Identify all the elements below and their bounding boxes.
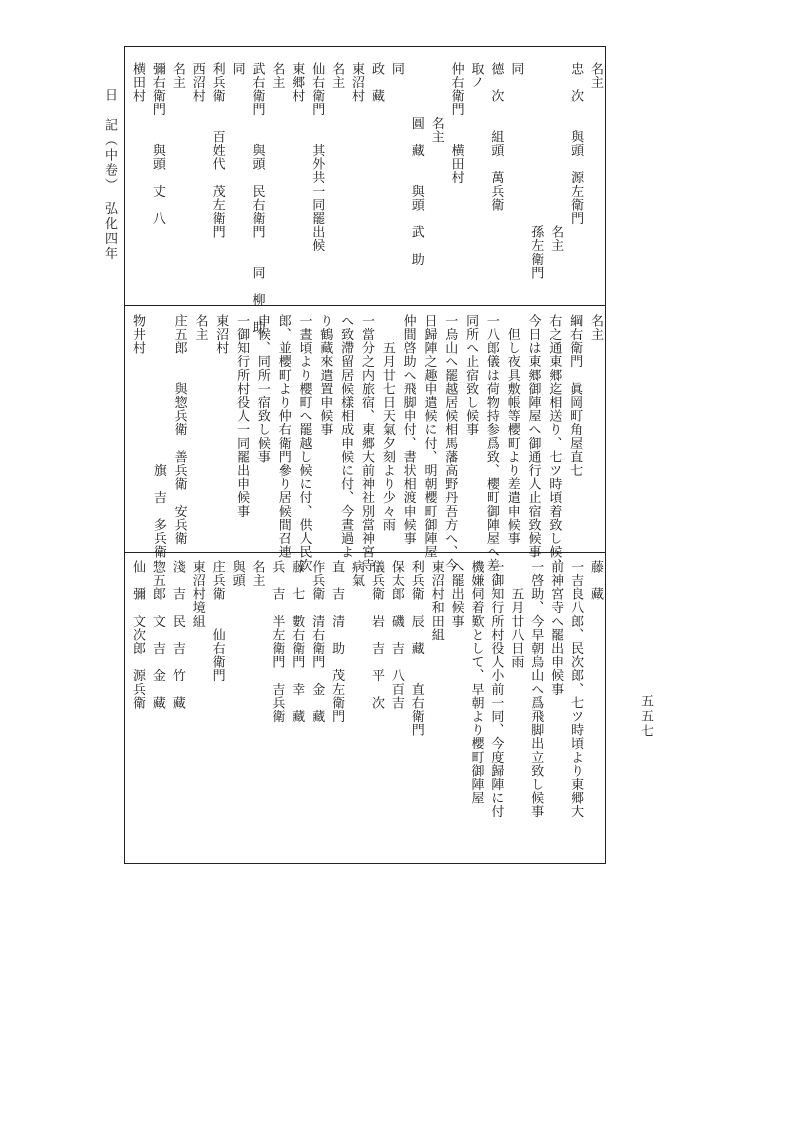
section-top-column: 名主	[269, 62, 285, 90]
section-middle-column: 同所へ止宿致し候事	[463, 314, 479, 437]
section-top-column: 名主	[329, 62, 345, 90]
section-top-column: 武右衛門 與頭 民右衛門 同 柳 助	[249, 62, 265, 334]
section-middle-column: 日歸陣之趣申遣候に付、明朝櫻町御陣屋	[421, 314, 437, 559]
section-top-column: 同	[388, 62, 404, 76]
section-bottom-column: 直 吉 清 助 茂左衛門	[329, 560, 345, 724]
section-middle-column: 五月廿七日天氣夕刻より少々雨	[379, 314, 395, 532]
section-bottom-column: 庄兵衛 仙右衛門	[209, 560, 225, 683]
section-middle-column: 郎、並櫻町より仲右衛門參り居候間召連	[275, 314, 291, 559]
section-top-column: 名主	[169, 62, 185, 90]
section-top-column: 東郷村	[289, 62, 305, 103]
section-top-column: 圓 藏 與頭 武 助	[408, 62, 424, 266]
section-bottom-column: 機嫌伺着歎として、早朝より櫻町御陣屋	[468, 560, 484, 805]
section-top-column: 名主	[428, 62, 444, 144]
section-bottom-column: 作兵衛 清右衛門 金 藏	[309, 560, 325, 724]
section-middle-column: 一晝頃より櫻町へ罷越し候に付、供人民次	[296, 314, 312, 573]
section-bottom-column: 病氣	[349, 560, 365, 588]
section-top-column: 東沼村	[349, 62, 365, 103]
section-middle-column: 名主	[192, 314, 208, 342]
section-bottom-column: 與頭	[229, 560, 245, 588]
section-top-column: 忠 次 與頭 源左衛門	[568, 62, 584, 226]
section-bottom-column: 兵 吉 半左衛門 吉兵衛	[269, 560, 285, 724]
section-middle-column: 一御知行所村役人一同罷出申候事	[234, 314, 250, 518]
running-title: 日 記（中卷） 弘化四年	[102, 88, 117, 262]
section-top-column: 同	[229, 62, 245, 76]
section-divider-upper	[124, 305, 606, 306]
section-bottom-column: 仙 彌 文次郎 源兵衛	[130, 560, 145, 710]
section-bottom-column: 東沼村和田組	[428, 560, 444, 642]
section-middle-column: 但し夜具敷帳等櫻町より差遣申候事	[504, 314, 520, 546]
section-middle-column: 旗 吉 多兵衛	[150, 314, 166, 559]
section-middle-column: 名主	[588, 314, 603, 342]
section-bottom-column: 保太郎 磯 吉 八百吉	[388, 560, 404, 710]
section-middle-column: 右之通東郷迄相送り、七ツ時頃着致し候、	[546, 314, 562, 573]
section-top-column: 横田村	[130, 62, 145, 103]
section-bottom-column: 儀兵衛 岩 吉 平 次	[368, 560, 384, 710]
section-middle-column: 一八郎儀は荷物持参爲致、櫻町御陣屋へ差、	[483, 314, 499, 586]
section-top-column: 孫左衛門	[528, 62, 544, 280]
section-bottom-column: 一吉良八郎、民次郎、七ツ時頃より東郷大	[568, 560, 584, 819]
section-top-column: 仲右衛門 横田村	[448, 62, 464, 185]
section-middle-column: 東沼村	[213, 314, 229, 355]
page-number: 五五七	[638, 694, 653, 739]
section-bottom-column: 藤 七 數右衛門 幸 藏	[289, 560, 305, 724]
section-top-column: 利兵衛 百姓代 茂左衛門	[209, 62, 225, 239]
section-middle-column: り鶴藏來遣置申候事	[317, 314, 333, 437]
section-top-column: 德 次 組頭 萬兵衛	[488, 62, 504, 212]
section-bottom-column: 藤 藏	[588, 560, 603, 601]
section-middle-column: 一當分之内旅宿、東郷大前神社別當神宮寺	[359, 314, 374, 573]
section-bottom-column: 利兵衛 辰 藏 直右衛門	[408, 560, 424, 737]
section-top-column: 名主	[548, 62, 564, 253]
section-bottom-column: 一啓助、今早朝烏山へ爲飛脚出立致し候事	[528, 560, 544, 819]
section-top-column: 同	[508, 62, 524, 76]
section-bottom-column: 惣五郎 文 吉 金 藏	[149, 560, 165, 710]
section-top-column: 仙右衛門 其外共一同罷出候	[309, 62, 325, 253]
section-middle-column: 庄五郎 與惣兵衛 善兵衛 安兵衛	[171, 314, 187, 546]
section-bottom-column: へ罷出候事	[448, 560, 464, 628]
section-top-column: 名主	[588, 62, 603, 90]
section-top-column: 政 藏	[368, 62, 384, 103]
section-top-column: 取ノ	[468, 62, 484, 90]
section-bottom-column: 五月廿八日雨	[508, 560, 524, 669]
section-middle-column: 綱右衛門 眞岡町角屋直七	[567, 314, 583, 478]
section-middle-column: へ致滯留居候樣相成申候に付、今晝過よ	[338, 314, 354, 559]
section-top-column: 彌右衛門 與頭 丈 八	[149, 62, 165, 226]
section-bottom-column: 淺 吉 民 吉 竹 藏	[169, 560, 185, 710]
section-bottom-column: 名主	[249, 560, 265, 588]
section-middle-column: 一烏山へ罷越居候相馬藩高野丹吾方へ、今	[442, 314, 458, 573]
section-middle-column: 申候、同所一宿致し候事	[254, 314, 270, 464]
section-middle-column: 物井村	[130, 314, 145, 355]
section-bottom-column: 前神宮寺へ罷出申候事	[548, 560, 564, 696]
section-middle-column: 今日は東郷御陣屋へ御通行人止宿致候事	[525, 314, 541, 559]
section-top-column: 西沼村	[189, 62, 205, 103]
section-middle-column: 仲間啓助へ飛脚申付、書状相渡申候事	[400, 314, 416, 546]
section-bottom-column: 一御知行所村役人小前一同、今度歸陣に付	[488, 560, 504, 819]
section-bottom-column: 東沼村境組	[189, 560, 205, 628]
